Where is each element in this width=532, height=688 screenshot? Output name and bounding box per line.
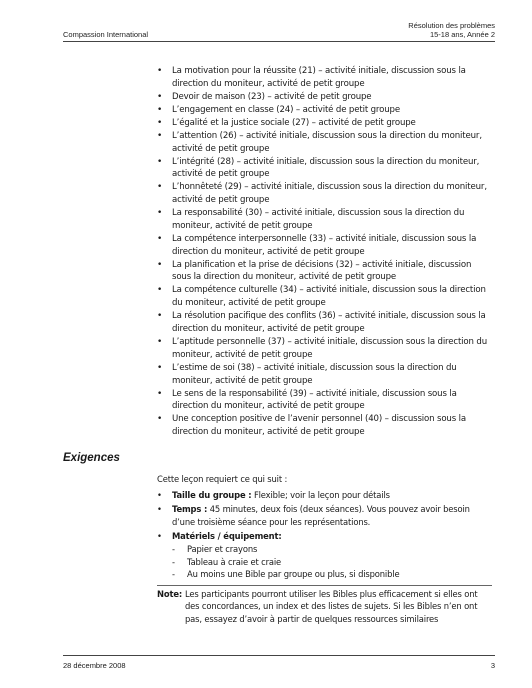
- bullet-item: • L’engagement en classe (24) – activité de petit groupe: [157, 104, 492, 117]
- requirement-text: Flexible; voir la leçon pour détails: [251, 489, 390, 500]
- bullet-item: • L’égalité et la justice sociale (27) – activité de petit groupe: [157, 117, 492, 130]
- bullet-item: • L’intégrité (28) – activité initiale, discussion sous la direction du moniteur, activité de petit groupe: [157, 156, 492, 182]
- materials-list: [172, 543, 492, 581]
- requirement-materials: [157, 530, 492, 580]
- requirement-label: Temps :: [172, 504, 208, 515]
- bullet-item: • La responsabilité (30) – activité initiale, discussion sous la direction du moniteur, activité de petit groupe: [157, 207, 492, 233]
- activities-bullet-list: [157, 65, 492, 439]
- bullet-item: • La compétence culturelle (34) – activité initiale, discussion sous la direction du moniteur, activité de petit groupe: [157, 284, 492, 310]
- header-title-block: [408, 21, 495, 39]
- note-block: [157, 588, 492, 626]
- bullet-item: • L’attention (26) – activité initiale, discussion sous la direction du moniteur, activité de petit groupe: [157, 130, 492, 156]
- footer-date: 28 décembre 2008: [63, 661, 126, 670]
- material-item: - Tableau à craie et craie: [172, 556, 492, 569]
- requirement-label: Taille du groupe :: [172, 489, 252, 500]
- material-item: - Au moins une Bible par groupe ou plus, si disponible: [172, 568, 492, 581]
- page-number: 3: [490, 661, 495, 670]
- requirement-label: Matériels / équipement:: [172, 531, 282, 542]
- note-label: Note:: [157, 588, 183, 599]
- bullet-item: • Une conception positive de l’avenir personnel (40) – discussion sous la direction du moniteur, activité de petit groupe: [157, 413, 492, 439]
- requirement-text: 45 minutes, deux fois (deux séances). Vous pouvez avoir besoin d’une troisième séance pour les représentations.: [172, 504, 470, 527]
- bullet-item: • La résolution pacifique des conflits (36) – activité initiale, discussion sous la direction du moniteur, activité de petit groupe: [157, 310, 492, 336]
- header-rule: [63, 41, 495, 42]
- requirement-group-size: [157, 489, 492, 502]
- bullet-item: • La planification et la prise de décisions (32) – activité initiale, discussion sous la direction du moniteur, activité de petit groupe: [157, 259, 492, 285]
- footer-rule: [63, 655, 495, 656]
- material-item: - Papier et crayons: [172, 543, 492, 556]
- note-text: Les participants pourront utiliser les Bibles plus efficacement si elles ont des concordances, un index et des listes de sujets. Si les Bibles n’en ont pas, essayez d’avoir à partir de quelques ressources similaires: [185, 588, 478, 624]
- requirements-block: [157, 473, 492, 626]
- note-rule: [157, 585, 492, 586]
- bullet-item: • L’estime de soi (38) – activité initiale, discussion sous la direction du moniteur, activité de petit groupe: [157, 362, 492, 388]
- requirements-list: [157, 489, 492, 581]
- bullet-item: • L’aptitude personnelle (37) – activité initiale, discussion sous la direction du moniteur, activité de petit groupe: [157, 336, 492, 362]
- bullet-item: • La compétence interpersonnelle (33) – activité initiale, discussion sous la direction du moniteur, activité de petit groupe: [157, 233, 492, 259]
- bullet-item: • Devoir de maison (23) – activité de petit groupe: [157, 91, 492, 104]
- bullet-item: • Le sens de la responsabilité (39) – activité initiale, discussion sous la direction du moniteur, activité de petit groupe: [157, 388, 492, 414]
- bullet-item: • L’honnêteté (29) – activité initiale, discussion sous la direction du moniteur, activité de petit groupe: [157, 181, 492, 207]
- section-heading-exigences: Exigences: [63, 452, 120, 464]
- header-subtitle: 15-18 ans, Année 2: [429, 30, 495, 39]
- header-organization: Compassion International: [63, 30, 149, 39]
- header-title: Résolution des problèmes: [408, 21, 495, 30]
- requirements-intro: Cette leçon requiert ce qui suit :: [157, 474, 288, 484]
- bullet-item: • La motivation pour la réussite (21) – activité initiale, discussion sous la direction du moniteur, activité de petit groupe: [157, 65, 492, 91]
- requirement-time: [157, 503, 492, 528]
